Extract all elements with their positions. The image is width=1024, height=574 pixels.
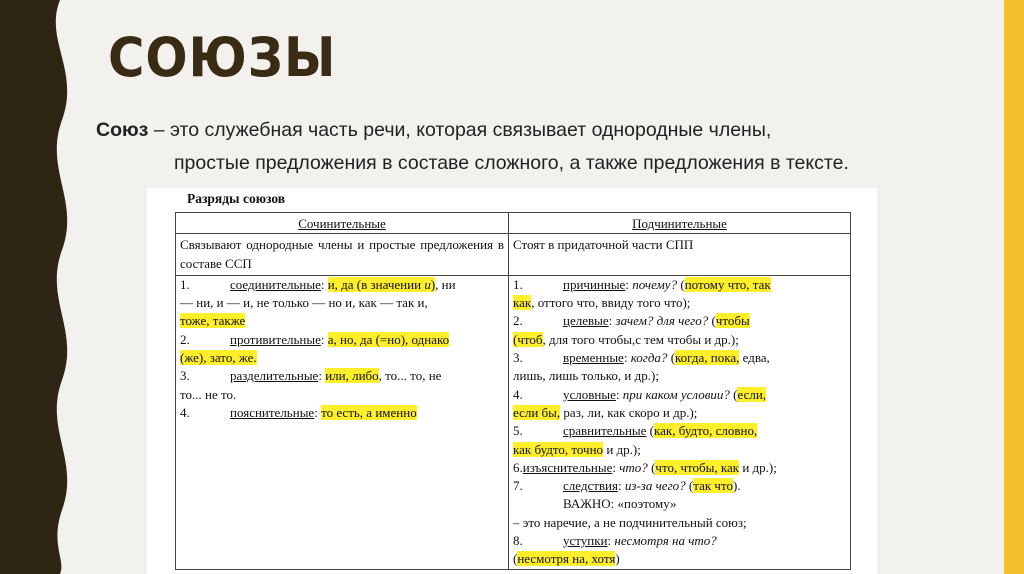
item-question: зачем? для чего?: [615, 313, 709, 329]
item-rest: , то... то, не: [378, 368, 442, 384]
item-highlight: если бы,: [513, 404, 561, 420]
list-line: [513, 331, 846, 349]
list-item: [513, 276, 846, 294]
item-paren: (: [513, 551, 518, 567]
item-question: что?: [619, 459, 648, 475]
item-term: противительные: [230, 331, 321, 347]
item-rest: раз, ли, как скоро и др.);: [560, 404, 698, 420]
item-highlight: [328, 277, 435, 292]
list-item: [513, 422, 846, 440]
item-term: условные: [563, 386, 616, 402]
item-term: изъяснительные: [522, 459, 613, 475]
item-number: 3.: [513, 350, 523, 366]
list-line: [513, 550, 846, 568]
item-question: при каком условии?: [622, 386, 730, 402]
item-highlight: если,: [737, 386, 767, 402]
header-subordinating: [509, 213, 851, 234]
accent-stripe: [1004, 0, 1024, 574]
hl-text: и, да (в значении: [327, 276, 425, 292]
item-highlight: когда, пока,: [675, 350, 740, 366]
item-colon: :: [608, 313, 616, 329]
item-term: уступки: [563, 533, 608, 549]
item-term: целевые: [563, 313, 609, 329]
list-line: то... не то.: [180, 386, 237, 402]
item-colon: :: [623, 350, 631, 366]
item-term: пояснительные: [230, 404, 315, 420]
item-colon: :: [618, 478, 625, 494]
item-highlight: что, чтобы, как: [655, 459, 740, 475]
item-number: 8.: [513, 533, 523, 549]
item-paren: (: [708, 313, 716, 329]
item-colon: :: [314, 404, 322, 420]
item-paren: (: [646, 423, 655, 439]
item-paren: (: [685, 478, 694, 494]
item-highlight: так что: [693, 478, 733, 494]
item-highlight: как: [513, 295, 532, 311]
item-paren: (: [667, 350, 676, 366]
item-term: разделительные: [230, 368, 319, 384]
hl-italic: и: [424, 276, 431, 292]
item-number: 4.: [180, 404, 190, 420]
item-highlight: (чтоб: [513, 331, 543, 347]
table-body-row: [176, 275, 851, 569]
item-number: 3.: [180, 368, 190, 384]
list-item: [513, 349, 846, 367]
item-paren-close: ): [615, 551, 620, 567]
list-line: – это наречие, а не подчинительный союз;: [513, 514, 747, 530]
item-question: почему?: [632, 276, 678, 292]
item-colon: :: [615, 386, 623, 402]
desc-coordinating: Связывают однородные члены и простые предложения в составе ССП: [176, 234, 509, 276]
item-colon: :: [607, 533, 615, 549]
item-highlight: несмотря на, хотя: [517, 551, 616, 567]
hl-text-end: ): [430, 276, 436, 292]
item-paren: (: [729, 386, 738, 402]
list-line: лишь, лишь только, и др.);: [513, 368, 659, 384]
item-colon: :: [320, 276, 328, 292]
list-item: [180, 276, 504, 294]
list-item: [180, 404, 504, 422]
item-number: 6.: [513, 459, 523, 475]
doc-title: Разряды союзов: [187, 191, 286, 206]
desc-subordinating: Стоят в придаточной части СПП: [509, 234, 851, 276]
item-highlight: или, либо: [325, 368, 379, 384]
item-rest: , оттого что, ввиду того что);: [531, 295, 691, 311]
item-highlight: тоже, также: [180, 313, 246, 329]
table-header-row: [176, 213, 851, 234]
item-number: 7.: [513, 478, 523, 494]
list-item: [513, 386, 846, 404]
important-note: ВАЖНО: «поэтому»: [563, 496, 677, 512]
definition-line2: простые предложения в составе сложного, а также предложения в тексте.: [174, 152, 849, 174]
slide-title: СОЮЗЫ: [108, 26, 337, 89]
conjunction-table: [175, 212, 851, 570]
item-highlight: чтобы: [715, 313, 750, 329]
list-line: — ни, и — и, не только — но и, как — так и,: [180, 295, 428, 311]
item-rest: и др.);: [739, 459, 777, 475]
item-paren: (: [677, 276, 685, 292]
definition-line1: – это служебная часть речи, которая связывает однородные члены,: [148, 119, 772, 141]
definition: [96, 114, 996, 180]
wavy-border-decoration: [0, 0, 82, 574]
coordinating-list: [176, 275, 509, 569]
item-number: 1.: [513, 276, 523, 292]
item-colon: :: [320, 331, 328, 347]
list-item: [513, 477, 846, 495]
item-term: временные: [563, 350, 624, 366]
table-desc-row: [176, 234, 851, 276]
list-line: [513, 294, 846, 312]
item-rest: ).: [732, 478, 741, 494]
item-number: 2.: [180, 331, 190, 347]
item-rest: едва,: [739, 350, 770, 366]
item-rest: , ни: [435, 276, 456, 292]
item-question: несмотря на что?: [614, 533, 717, 549]
item-number: 2.: [513, 313, 523, 329]
item-highlight: (же), зато, же.: [180, 350, 257, 366]
list-item: [513, 459, 846, 477]
item-term: следствия: [563, 478, 618, 494]
item-highlight: как будто, точно: [513, 441, 604, 457]
item-rest: и др.);: [603, 441, 641, 457]
list-item: [513, 312, 846, 330]
item-rest: , для того чтобы,с тем чтобы и др.);: [542, 331, 739, 347]
header-subordinating-label: Подчинительные: [632, 216, 727, 231]
item-highlight: то есть, а именно: [321, 404, 417, 420]
item-paren: (: [647, 459, 656, 475]
item-highlight: как, будто, словно,: [654, 423, 758, 439]
item-term: соединительные: [230, 276, 321, 292]
item-term: причинные: [563, 276, 626, 292]
item-term: сравнительные: [563, 423, 647, 439]
item-highlight: а, но, да (=но), однако: [327, 331, 450, 347]
item-colon: :: [612, 459, 620, 475]
subordinating-list: [509, 275, 851, 569]
item-number: 5.: [513, 423, 523, 439]
list-line: [513, 404, 846, 422]
item-colon: :: [318, 368, 326, 384]
header-coordinating-label: Сочинительные: [298, 216, 386, 231]
definition-term: Союз: [96, 119, 149, 141]
item-number: 1.: [180, 276, 190, 292]
list-item: [180, 367, 504, 385]
item-question: из-за чего?: [624, 478, 686, 494]
list-item: [180, 331, 504, 349]
item-question: когда?: [630, 350, 668, 366]
item-number: 4.: [513, 386, 523, 402]
item-colon: :: [625, 276, 633, 292]
list-line: [180, 349, 504, 367]
document-image: [147, 188, 877, 574]
list-line: [180, 312, 504, 330]
list-line: [513, 441, 846, 459]
item-highlight: потому что, так: [684, 276, 771, 292]
list-item: [513, 532, 846, 550]
header-coordinating: [176, 213, 509, 234]
